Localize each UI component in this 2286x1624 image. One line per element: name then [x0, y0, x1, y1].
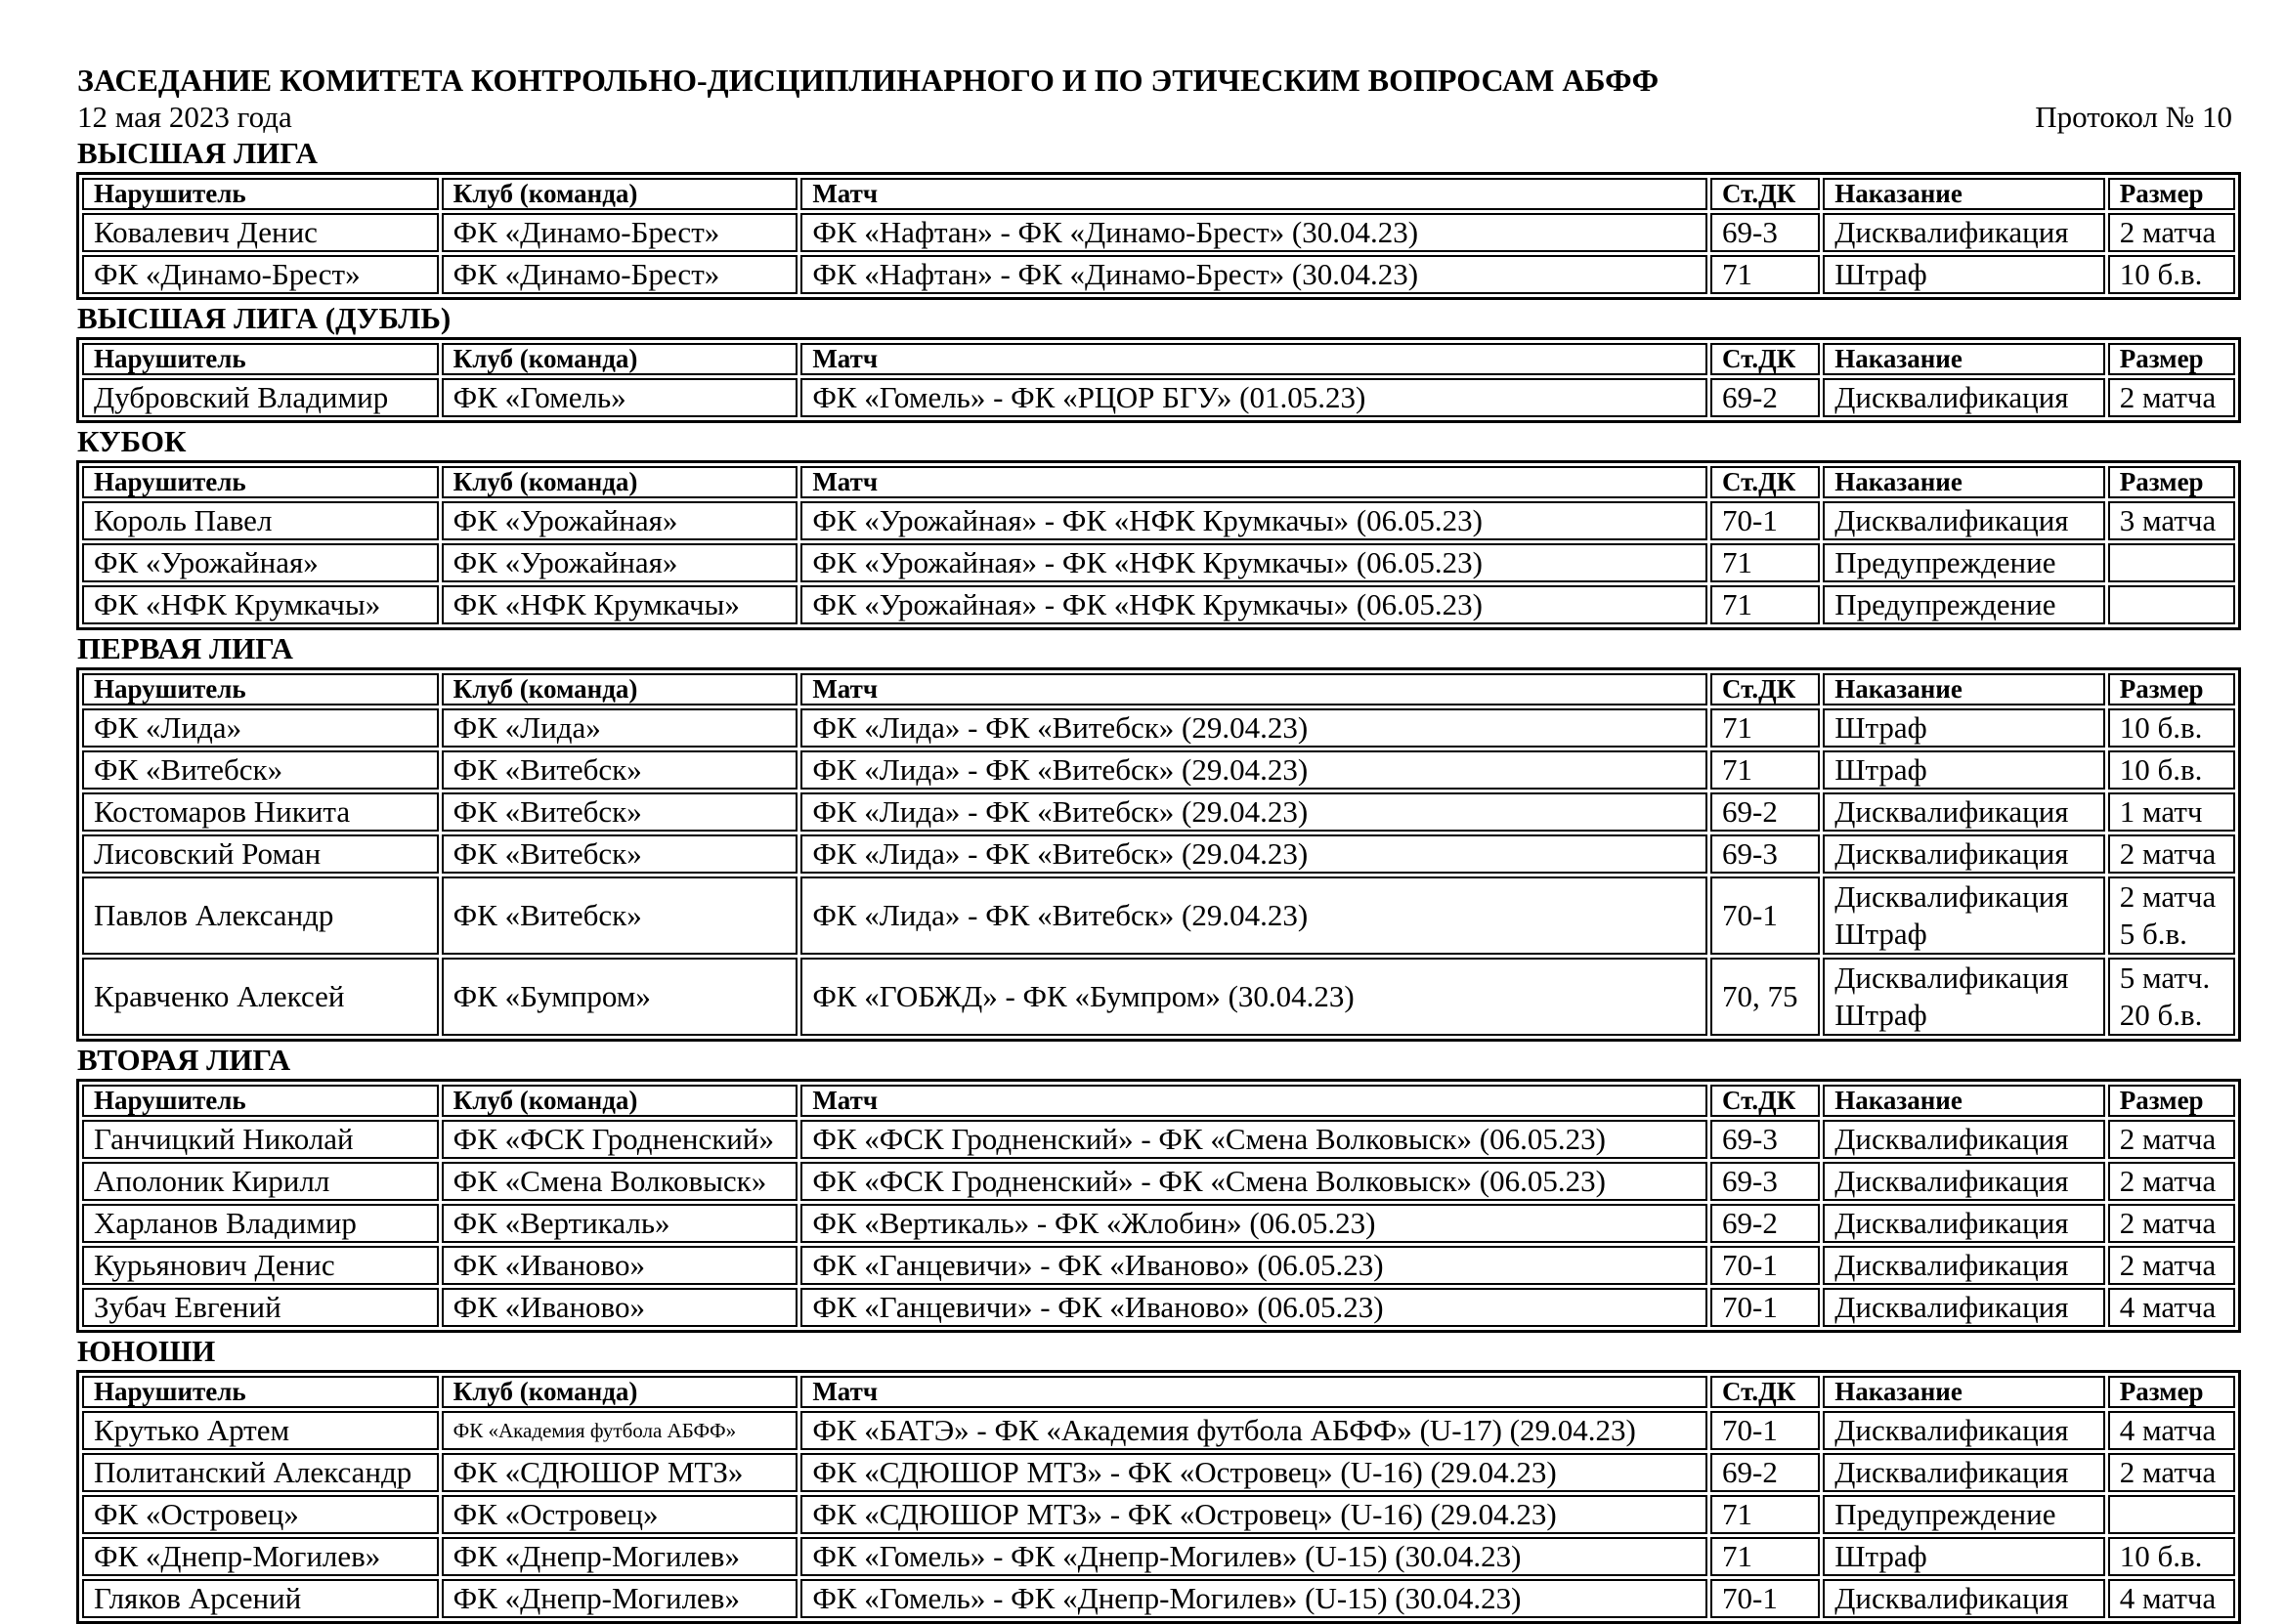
column-header-article: Ст.ДК [1710, 343, 1820, 375]
cell-violator: Костомаров Никита [82, 792, 439, 832]
cell-amount: 2 матча [2108, 378, 2235, 417]
cell-amount: 2 матча 5 б.в. [2108, 876, 2235, 955]
cell-amount: 2 матча [2108, 1120, 2235, 1159]
column-header-match: Матч [800, 1085, 1707, 1117]
cell-article: 70-1 [1710, 876, 1820, 955]
column-header-club: Клуб (команда) [442, 178, 798, 210]
column-header-amount: Размер [2108, 466, 2235, 498]
cell-article: 69-3 [1710, 1120, 1820, 1159]
cell-amount: 2 матча [2108, 1204, 2235, 1243]
table-header-row [82, 673, 2235, 705]
penalties-table [76, 1079, 2241, 1333]
cell-match: ФК «ФСК Гродненский» - ФК «Смена Волковыск» (06.05.23) [800, 1162, 1707, 1201]
column-header-match: Матч [800, 178, 1707, 210]
cell-article: 69-2 [1710, 378, 1820, 417]
cell-penalty: Дисквалификация [1823, 1246, 2105, 1285]
column-header-article: Ст.ДК [1710, 1376, 1820, 1408]
cell-amount [2108, 585, 2235, 624]
cell-penalty: Дисквалификация [1823, 1204, 2105, 1243]
cell-violator: Крутько Артем [82, 1411, 439, 1450]
table-row [82, 255, 2235, 294]
cell-amount: 4 матча [2108, 1288, 2235, 1327]
cell-match: ФК «Урожайная» - ФК «НФК Крумкачы» (06.05.23) [800, 585, 1707, 624]
cell-penalty: Дисквалификация [1823, 1579, 2105, 1618]
cell-match: ФК «Нафтан» - ФК «Динамо-Брест» (30.04.23) [800, 213, 1707, 252]
cell-article: 69-3 [1710, 1162, 1820, 1201]
cell-article: 71 [1710, 1537, 1820, 1576]
cell-amount [2108, 1495, 2235, 1534]
table-row [82, 543, 2235, 582]
column-header-club: Клуб (команда) [442, 1085, 798, 1117]
cell-club: ФК «ФСК Гродненский» [442, 1120, 798, 1159]
document-title: ЗАСЕДАНИЕ КОМИТЕТА КОНТРОЛЬНО-ДИСЦИПЛИНАРНОГО И ПО ЭТИЧЕСКИМ ВОПРОСАМ АБФФ [77, 63, 1660, 98]
cell-amount: 2 матча [2108, 1162, 2235, 1201]
cell-match: ФК «Лида» - ФК «Витебск» (29.04.23) [800, 834, 1707, 874]
table-row [82, 1537, 2235, 1576]
table-header-row [82, 178, 2235, 210]
penalties-table [76, 667, 2241, 1042]
cell-violator: ФК «Урожайная» [82, 543, 439, 582]
cell-amount: 5 матч. 20 б.в. [2108, 958, 2235, 1036]
cell-club: ФК «Бумпром» [442, 958, 798, 1036]
meeting-date: 12 мая 2023 года [77, 100, 292, 134]
cell-violator: Лисовский Роман [82, 834, 439, 874]
sections-container [77, 135, 2242, 1624]
cell-violator: Гляков Арсений [82, 1579, 439, 1618]
column-header-article: Ст.ДК [1710, 178, 1820, 210]
cell-club: ФК «Урожайная» [442, 501, 798, 540]
cell-club: ФК «Динамо-Брест» [442, 255, 798, 294]
protocol-number: Протокол № 10 [2035, 100, 2232, 134]
cell-article: 71 [1710, 750, 1820, 790]
penalties-table [76, 337, 2241, 423]
table-header-row [82, 1085, 2235, 1117]
cell-match: ФК «ФСК Гродненский» - ФК «Смена Волковыск» (06.05.23) [800, 1120, 1707, 1159]
cell-penalty: Предупреждение [1823, 543, 2105, 582]
cell-article: 71 [1710, 255, 1820, 294]
cell-amount [2108, 543, 2235, 582]
column-header-amount: Размер [2108, 343, 2235, 375]
column-header-violator: Нарушитель [82, 1376, 439, 1408]
cell-club: ФК «Островец» [442, 1495, 798, 1534]
cell-amount: 3 матча [2108, 501, 2235, 540]
cell-club: ФК «Витебск» [442, 876, 798, 955]
column-header-violator: Нарушитель [82, 1085, 439, 1117]
cell-match: ФК «Вертикаль» - ФК «Жлобин» (06.05.23) [800, 1204, 1707, 1243]
cell-match: ФК «СДЮШОР МТЗ» - ФК «Островец» (U-16) (29.04.23) [800, 1495, 1707, 1534]
column-header-violator: Нарушитель [82, 673, 439, 705]
cell-match: ФК «Ганцевичи» - ФК «Иваново» (06.05.23) [800, 1288, 1707, 1327]
column-header-article: Ст.ДК [1710, 673, 1820, 705]
table-row [82, 834, 2235, 874]
cell-violator: Харланов Владимир [82, 1204, 439, 1243]
section-title: ВЫСШАЯ ЛИГА (ДУБЛЬ) [77, 301, 452, 335]
cell-violator: ФК «Витебск» [82, 750, 439, 790]
column-header-match: Матч [800, 466, 1707, 498]
cell-penalty: Штраф [1823, 708, 2105, 748]
cell-amount: 4 матча [2108, 1579, 2235, 1618]
table-row [82, 1162, 2235, 1201]
cell-article: 71 [1710, 585, 1820, 624]
table-row [82, 213, 2235, 252]
cell-amount: 2 матча [2108, 1453, 2235, 1492]
cell-violator: Кравченко Алексей [82, 958, 439, 1036]
table-row [82, 876, 2235, 955]
cell-violator: Зубач Евгений [82, 1288, 439, 1327]
table-row [82, 585, 2235, 624]
cell-club: ФК «Витебск» [442, 834, 798, 874]
column-header-club: Клуб (команда) [442, 1376, 798, 1408]
cell-article: 71 [1710, 543, 1820, 582]
column-header-penalty: Наказание [1823, 343, 2105, 375]
column-header-penalty: Наказание [1823, 1085, 2105, 1117]
section-title: ЮНОШИ [77, 1334, 216, 1368]
table-row [82, 1246, 2235, 1285]
table-row [82, 1453, 2235, 1492]
cell-match: ФК «Гомель» - ФК «Днепр-Могилев» (U-15) (30.04.23) [800, 1579, 1707, 1618]
cell-club: ФК «Днепр-Могилев» [442, 1579, 798, 1618]
cell-article: 69-2 [1710, 792, 1820, 832]
cell-violator: Дубровский Владимир [82, 378, 439, 417]
cell-article: 70, 75 [1710, 958, 1820, 1036]
cell-violator: ФК «Островец» [82, 1495, 439, 1534]
cell-penalty: Дисквалификация [1823, 378, 2105, 417]
cell-violator: Политанский Александр [82, 1453, 439, 1492]
cell-club: ФК «Иваново» [442, 1288, 798, 1327]
section-title: ВТОРАЯ ЛИГА [77, 1043, 291, 1077]
cell-amount: 4 матча [2108, 1411, 2235, 1450]
cell-club: ФК «Лида» [442, 708, 798, 748]
cell-violator: ФК «Динамо-Брест» [82, 255, 439, 294]
table-row [82, 1495, 2235, 1534]
cell-article: 71 [1710, 708, 1820, 748]
penalties-table [76, 172, 2241, 300]
column-header-article: Ст.ДК [1710, 1085, 1820, 1117]
table-row [82, 501, 2235, 540]
cell-club: ФК «Иваново» [442, 1246, 798, 1285]
table-row [82, 1204, 2235, 1243]
cell-penalty: Штраф [1823, 750, 2105, 790]
cell-amount: 2 матча [2108, 834, 2235, 874]
cell-amount: 2 матча [2108, 213, 2235, 252]
cell-penalty: Дисквалификация Штраф [1823, 958, 2105, 1036]
column-header-violator: Нарушитель [82, 343, 439, 375]
cell-article: 70-1 [1710, 501, 1820, 540]
cell-match: ФК «Лида» - ФК «Витебск» (29.04.23) [800, 792, 1707, 832]
cell-penalty: Дисквалификация [1823, 213, 2105, 252]
cell-violator: ФК «Днепр-Могилев» [82, 1537, 439, 1576]
cell-article: 69-3 [1710, 213, 1820, 252]
section-title: ВЫСШАЯ ЛИГА [77, 136, 319, 170]
table-row [82, 1288, 2235, 1327]
column-header-match: Матч [800, 673, 1707, 705]
cell-club: ФК «Академия футбола АБФФ» [442, 1411, 798, 1450]
cell-club: ФК «Витебск» [442, 750, 798, 790]
cell-club: ФК «СДЮШОР МТЗ» [442, 1453, 798, 1492]
cell-article: 70-1 [1710, 1246, 1820, 1285]
meta-row [77, 100, 2242, 135]
cell-article: 70-1 [1710, 1579, 1820, 1618]
cell-article: 70-1 [1710, 1411, 1820, 1450]
cell-penalty: Штраф [1823, 255, 2105, 294]
table-row [82, 378, 2235, 417]
cell-penalty: Предупреждение [1823, 585, 2105, 624]
column-header-penalty: Наказание [1823, 1376, 2105, 1408]
column-header-article: Ст.ДК [1710, 466, 1820, 498]
cell-amount: 10 б.в. [2108, 255, 2235, 294]
cell-violator: Павлов Александр [82, 876, 439, 955]
section-title: ПЕРВАЯ ЛИГА [77, 631, 293, 665]
column-header-amount: Размер [2108, 673, 2235, 705]
cell-club: ФК «Динамо-Брест» [442, 213, 798, 252]
cell-match: ФК «Лида» - ФК «Витебск» (29.04.23) [800, 708, 1707, 748]
cell-club: ФК «Урожайная» [442, 543, 798, 582]
cell-penalty: Дисквалификация [1823, 501, 2105, 540]
cell-match: ФК «БАТЭ» - ФК «Академия футбола АБФФ» (U-17) (29.04.23) [800, 1411, 1707, 1450]
table-header-row [82, 1376, 2235, 1408]
cell-match: ФК «Гомель» - ФК «РЦОР БГУ» (01.05.23) [800, 378, 1707, 417]
column-header-violator: Нарушитель [82, 466, 439, 498]
cell-penalty: Дисквалификация [1823, 792, 2105, 832]
table-header-row [82, 343, 2235, 375]
column-header-penalty: Наказание [1823, 673, 2105, 705]
table-row [82, 1579, 2235, 1618]
cell-club: ФК «Витебск» [442, 792, 798, 832]
column-header-club: Клуб (команда) [442, 673, 798, 705]
column-header-match: Матч [800, 1376, 1707, 1408]
cell-match: ФК «Нафтан» - ФК «Динамо-Брест» (30.04.23) [800, 255, 1707, 294]
cell-amount: 10 б.в. [2108, 750, 2235, 790]
table-header-row [82, 466, 2235, 498]
column-header-match: Матч [800, 343, 1707, 375]
cell-penalty: Дисквалификация [1823, 1120, 2105, 1159]
cell-violator: Аполоник Кирилл [82, 1162, 439, 1201]
cell-amount: 1 матч [2108, 792, 2235, 832]
column-header-amount: Размер [2108, 1085, 2235, 1117]
cell-violator: Курьянович Денис [82, 1246, 439, 1285]
table-row [82, 958, 2235, 1036]
cell-article: 69-2 [1710, 1204, 1820, 1243]
cell-club: ФК «Гомель» [442, 378, 798, 417]
column-header-amount: Размер [2108, 1376, 2235, 1408]
section-title: КУБОК [77, 424, 187, 458]
cell-penalty: Дисквалификация [1823, 1288, 2105, 1327]
cell-match: ФК «Урожайная» - ФК «НФК Крумкачы» (06.05.23) [800, 543, 1707, 582]
column-header-violator: Нарушитель [82, 178, 439, 210]
cell-club: ФК «Днепр-Могилев» [442, 1537, 798, 1576]
penalties-table [76, 460, 2241, 630]
cell-article: 69-3 [1710, 834, 1820, 874]
cell-violator: Король Павел [82, 501, 439, 540]
cell-match: ФК «Лида» - ФК «Витебск» (29.04.23) [800, 876, 1707, 955]
table-row [82, 1120, 2235, 1159]
penalties-table [76, 1370, 2241, 1624]
cell-penalty: Дисквалификация [1823, 1411, 2105, 1450]
cell-amount: 10 б.в. [2108, 1537, 2235, 1576]
column-header-penalty: Наказание [1823, 466, 2105, 498]
cell-penalty: Предупреждение [1823, 1495, 2105, 1534]
cell-penalty: Дисквалификация [1823, 1453, 2105, 1492]
column-header-amount: Размер [2108, 178, 2235, 210]
cell-violator: Ганчицкий Николай [82, 1120, 439, 1159]
cell-match: ФК «Гомель» - ФК «Днепр-Могилев» (U-15) (30.04.23) [800, 1537, 1707, 1576]
cell-club: ФК «Вертикаль» [442, 1204, 798, 1243]
cell-amount: 2 матча [2108, 1246, 2235, 1285]
column-header-club: Клуб (команда) [442, 343, 798, 375]
cell-penalty: Дисквалификация Штраф [1823, 876, 2105, 955]
cell-club: ФК «НФК Крумкачы» [442, 585, 798, 624]
cell-match: ФК «Урожайная» - ФК «НФК Крумкачы» (06.05.23) [800, 501, 1707, 540]
cell-match: ФК «СДЮШОР МТЗ» - ФК «Островец» (U-16) (29.04.23) [800, 1453, 1707, 1492]
cell-club: ФК «Смена Волковыск» [442, 1162, 798, 1201]
cell-penalty: Дисквалификация [1823, 834, 2105, 874]
table-row [82, 1411, 2235, 1450]
column-header-club: Клуб (команда) [442, 466, 798, 498]
cell-violator: ФК «НФК Крумкачы» [82, 585, 439, 624]
cell-match: ФК «Ганцевичи» - ФК «Иваново» (06.05.23) [800, 1246, 1707, 1285]
cell-article: 69-2 [1710, 1453, 1820, 1492]
cell-article: 70-1 [1710, 1288, 1820, 1327]
cell-penalty: Дисквалификация [1823, 1162, 2105, 1201]
table-row [82, 708, 2235, 748]
cell-penalty: Штраф [1823, 1537, 2105, 1576]
table-row [82, 792, 2235, 832]
cell-amount: 10 б.в. [2108, 708, 2235, 748]
cell-violator: ФК «Лида» [82, 708, 439, 748]
table-row [82, 750, 2235, 790]
cell-match: ФК «ГОБЖД» - ФК «Бумпром» (30.04.23) [800, 958, 1707, 1036]
cell-violator: Ковалевич Денис [82, 213, 439, 252]
cell-article: 71 [1710, 1495, 1820, 1534]
column-header-penalty: Наказание [1823, 178, 2105, 210]
cell-match: ФК «Лида» - ФК «Витебск» (29.04.23) [800, 750, 1707, 790]
protocol-document [77, 61, 2242, 1624]
